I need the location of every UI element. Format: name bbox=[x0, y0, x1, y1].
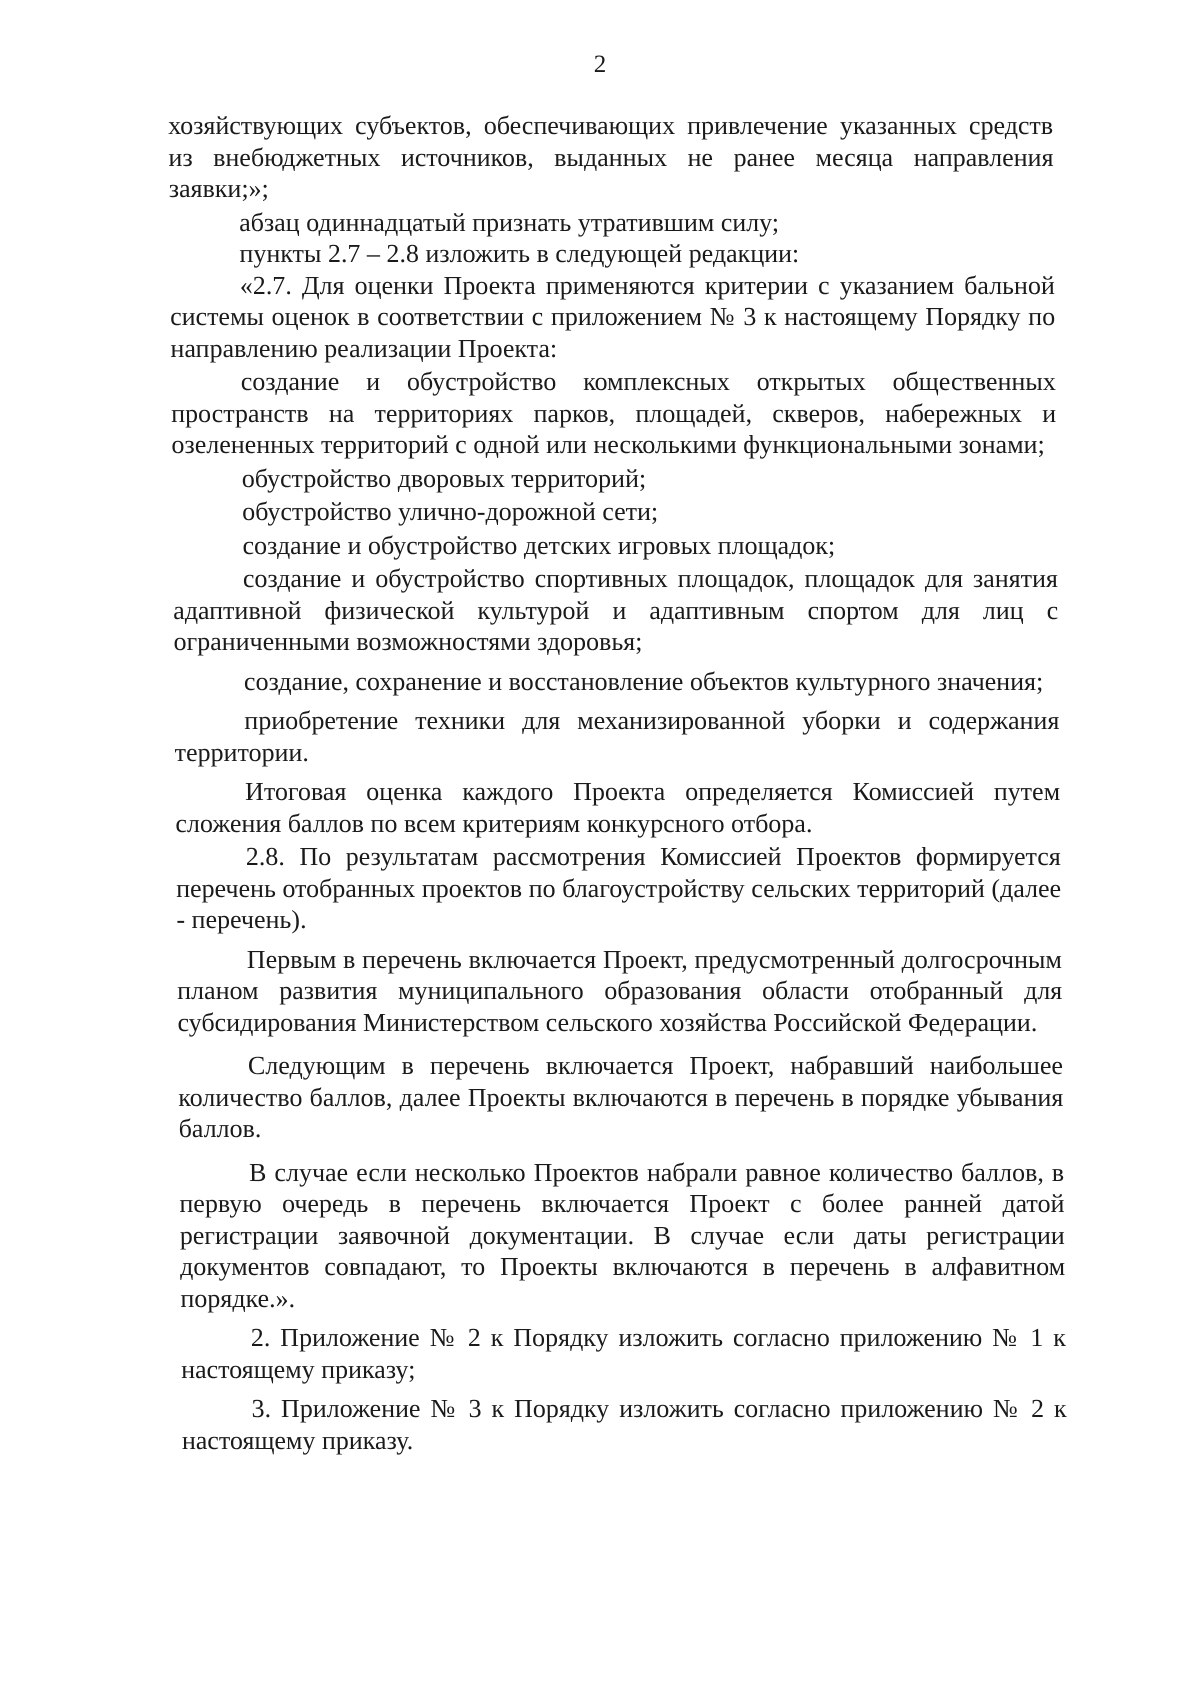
paragraph-equal-scores: В случае если несколько Проектов набрали равное количество баллов, в первую очередь в перечень включается Проект с более ранней датой регистрации заявочной документации. В случае если даты регистрации документов совпадают, то Проекты включаются в перечень в алфавитном порядке.». bbox=[179, 1157, 1066, 1313]
list-item-equipment: приобретение техники для механизированной уборки и содержания территории. bbox=[174, 706, 1060, 767]
paragraph-points-2-7-2-8: пункты 2.7 – 2.8 изложить в следующей редакции: bbox=[239, 239, 800, 268]
paragraph-final-score: Итоговая оценка каждого Проекта определяется Комиссией путем сложения баллов по всем критериям конкурсного отбора. bbox=[175, 777, 1061, 838]
paragraph-2-8: 2.8. По результатам рассмотрения Комиссией Проектов формируется перечень отобранных проектов по благоустройству сельских территорий (далее - перечень). bbox=[175, 842, 1062, 934]
document-body bbox=[168, 110, 1067, 1456]
page-number: 2 bbox=[593, 51, 607, 78]
list-item-sports-grounds: создание и обустройство спортивных площадок, площадок для занятия адаптивной физической культурой и адаптивным спортом для лиц с ограниченными возможностями здоровья; bbox=[173, 564, 1059, 656]
list-item-road-network: обустройство улично-дорожной сети; bbox=[242, 497, 659, 526]
paragraph-first-in-list: Первым в перечень включается Проект, предусмотренный долгосрочным планом развития муниципального образования области отобранный для субсидирования Министерством сельского хозяйства Российской Федерации. bbox=[177, 944, 1063, 1037]
list-item-public-spaces: создание и обустройство комплексных открытых общественных пространств на территориях парков, площадей, скверов, набережных и озелененных территорий с одной или несколькими функциональными зонами; bbox=[170, 367, 1057, 459]
paragraph-next-in-list: Следующим в перечень включается Проект, набравший наибольшее количество баллов, далее Проекты включаются в перечень в порядке убывания баллов. bbox=[178, 1051, 1064, 1143]
paragraph-abzac-eleven: абзац одиннадцатый признать утратившим силу; bbox=[238, 207, 780, 237]
list-item-cultural-objects: создание, сохранение и восстановление объектов культурного значения; bbox=[243, 666, 1044, 696]
list-item-playgrounds: создание и обустройство детских игровых площадок; bbox=[242, 530, 836, 560]
paragraph-appendix-3: 3. Приложение № 3 к Порядку изложить согласно приложению № 2 к настоящему приказу. bbox=[181, 1394, 1067, 1455]
paragraph-appendix-2: 2. Приложение № 2 к Порядку изложить согласно приложению № 1 к настоящему приказу; bbox=[180, 1323, 1066, 1384]
list-item-yard-territories: обустройство дворовых территорий; bbox=[241, 463, 647, 493]
paragraph-2-7: «2.7. Для оценки Проекта применяются критерии с указанием бальной системы оценок в соответствии с приложением № 3 к настоящему Порядку по направлению реализации Проекта: bbox=[169, 270, 1056, 363]
paragraph-continuation: хозяйствующих субъектов, обеспечивающих привлечение указанных средств из внебюджетных источников, выданных не ранее месяца направления заявки;»; bbox=[167, 111, 1054, 203]
